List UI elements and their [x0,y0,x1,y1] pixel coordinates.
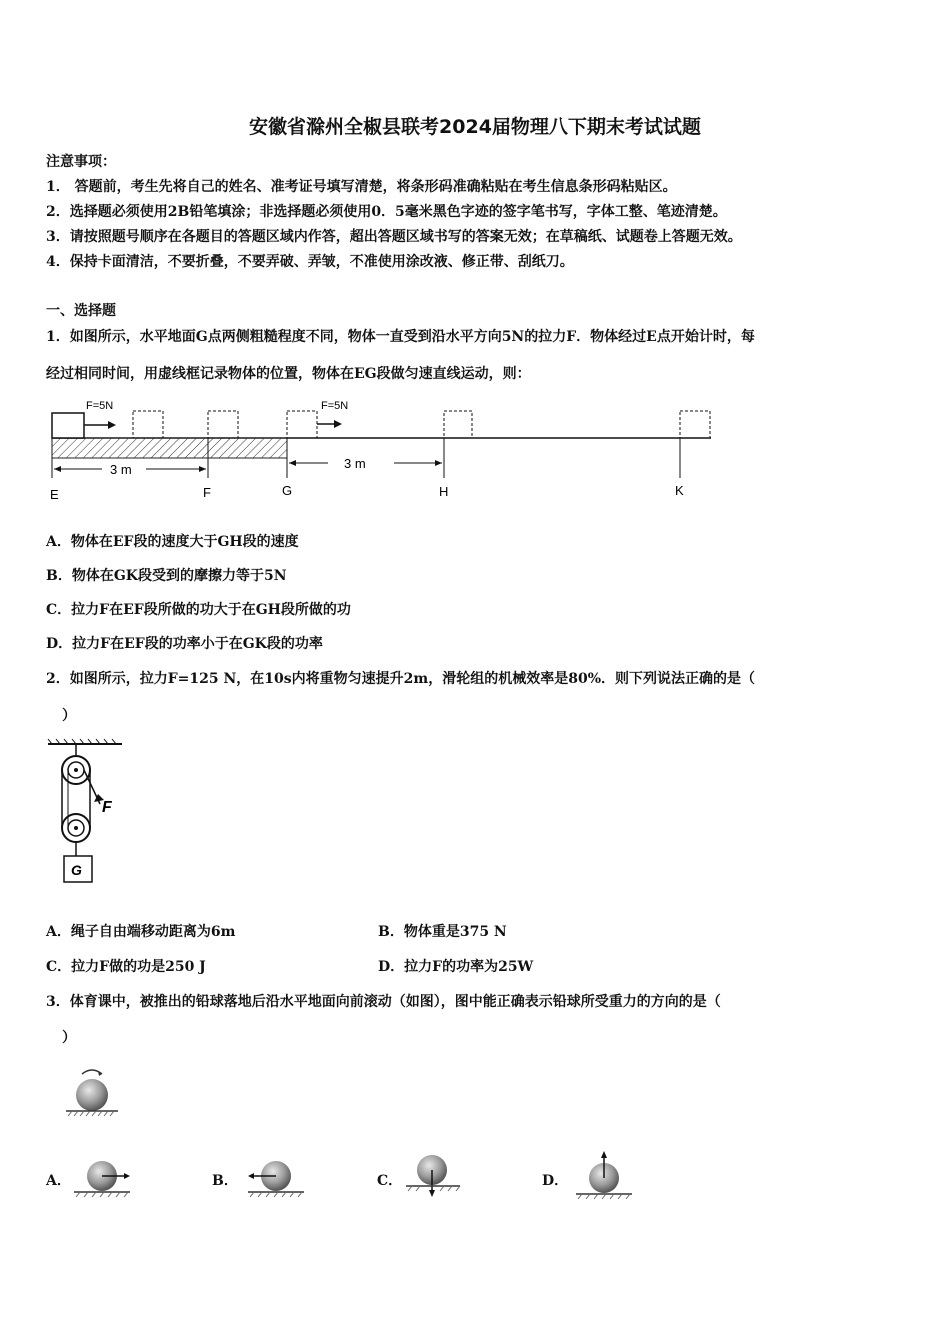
point-label-h: H [439,484,449,499]
section-heading: 一、选择题 [46,303,116,319]
distance-label-ef: 3 m [110,462,132,477]
arrow-left-icon [248,1173,254,1179]
q3-shot-put-figure [64,1064,120,1120]
arrow-up-icon [601,1151,607,1158]
q2-stem-line2: ） [62,708,76,724]
notice-item-2: 2．选择题必须使用2B铅笔填涂；非选择题必须使用0．5毫米黑色字迹的签字笔书写，字体工整、笔迹清楚。 [46,204,727,220]
q2-option-c: C．拉力F做的功是250 J [46,959,206,975]
force-label-left: F=5N [86,400,114,412]
q3-stem-line2: ） [62,1030,76,1046]
force-arrow-right-icon [334,420,342,428]
position-box [680,411,710,438]
notice-item-4: 4．保持卡面清洁，不要折叠，不要弄破、弄皱，不准使用涂改液、修正带、刮纸刀。 [46,254,574,270]
point-label-f: F [203,485,211,500]
notice-item-1: 1． 答题前，考生先将自己的姓名、准考证号填写清楚，将条形码准确粘贴在考生信息条形码粘贴区。 [46,179,677,195]
q1-option-d: D．拉力F在EF段的功率小于在GK段的功率 [46,636,323,652]
q3-option-a-figure [72,1156,134,1202]
force-label-right: F=5N [321,400,349,412]
q2-option-b: B．物体重是375 N [378,924,507,940]
q1-stem-line2: 经过相同时间，用虚线框记录物体的位置，物体在EG段做匀速直线运动，则： [46,366,531,382]
notice-item-3: 3．请按照题号顺序在各题目的答题区域内作答，超出答题区域书写的答案无效；在草稿纸、试题卷上答题无效。 [46,229,742,245]
point-label-g: G [282,483,293,498]
weight-label: G [71,862,82,878]
q3-option-c-figure [404,1150,464,1202]
point-label-k: K [675,483,684,498]
rough-surface [52,438,287,458]
q3-option-c-label: C． [377,1173,403,1189]
q2-option-d: D．拉力F的功率为25W [378,959,534,975]
position-box [208,411,238,438]
q1-motion-figure [46,393,726,508]
q1-option-a: A．物体在EF段的速度大于GH段的速度 [46,534,299,550]
block [52,413,84,438]
point-label-e: E [50,487,59,502]
position-box [444,411,472,438]
q3-stem-line1: 3．体育课中，被推出的铅球落地后沿水平地面向前滚动（如图），图中能正确表示铅球所受重力的方向的是（ [46,994,721,1010]
force-arrow-left-icon [108,421,116,429]
force-label: F [102,799,112,816]
q1-option-c: C．拉力F在EF段所做的功大于在GH段所做的功 [46,602,351,618]
q1-option-b: B．物体在GK段受到的摩擦力等于5N [46,568,287,584]
page-title: 安徽省滁州全椒县联考2024届物理八下期末考试试题 [249,116,701,138]
q2-stem-line1: 2．如图所示，拉力F=125 N，在10s内将重物匀速提升2m，滑轮组的机械效率是80%．则下列说法正确的是（ [46,671,756,687]
q1-stem-line1: 1．如图所示，水平地面G点两侧粗糙程度不同，物体一直受到沿水平方向5N的拉力F．物体经过E点开始计时，每 [46,329,755,345]
arrow-down-icon [429,1190,435,1197]
q3-option-b-figure [244,1156,306,1202]
q3-option-a-label: A． [46,1173,71,1189]
arrow-right-icon [124,1173,130,1179]
position-box [133,411,163,438]
q2-pulley-figure [44,738,128,888]
position-box [287,411,317,438]
q3-option-d-figure [574,1148,636,1204]
q3-option-d-label: D． [542,1173,569,1189]
q2-option-a: A．绳子自由端移动距离为6m [46,924,236,940]
shot-put-ball [76,1079,108,1111]
notice-heading: 注意事项： [46,154,116,170]
distance-label-gh: 3 m [344,456,366,471]
q3-option-b-label: B． [212,1173,238,1189]
